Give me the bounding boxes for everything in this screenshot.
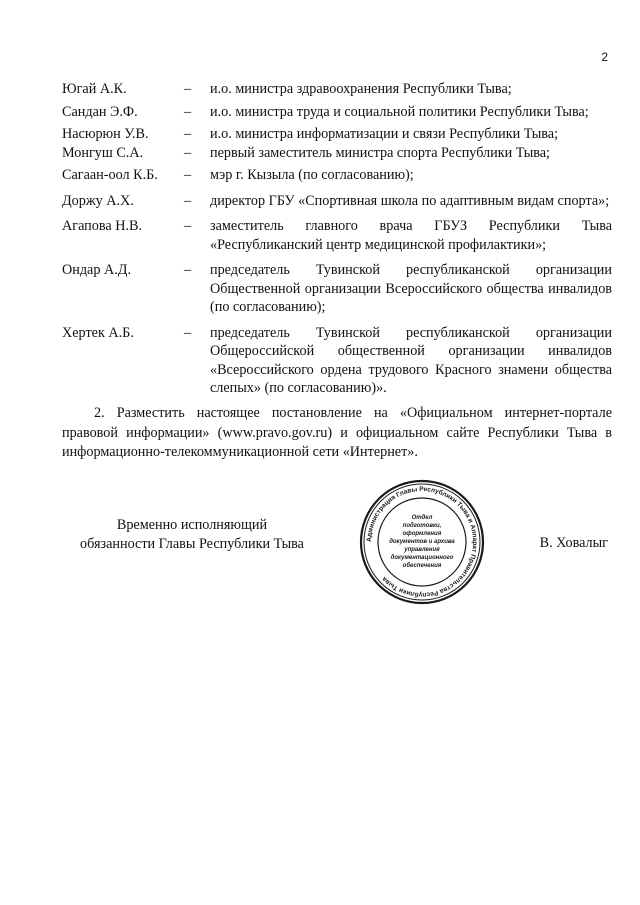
member-role: и.о. министра информатизации и связи Республики Тыва; (210, 126, 559, 142)
member-name: Доржу А.Х. (62, 192, 134, 209)
stamp-center-line: подготовки, (402, 523, 442, 529)
member-role: и.о. министра здравоохранения Республики Тыва; (210, 81, 512, 97)
stamp-center-line: документационного (390, 555, 454, 561)
member-role: директор ГБУ «Спортивная школа по адаптивным видам спорта»; (210, 192, 610, 209)
member-dash: – (184, 126, 192, 142)
member-row (62, 217, 612, 254)
member-dash: – (184, 262, 192, 278)
member-row (62, 192, 612, 211)
stamp-center-line: обеспечения (402, 563, 442, 569)
member-name: Ондар А.Д. (62, 262, 132, 278)
member-role: первый заместитель министра спорта Республики Тыва; (210, 144, 551, 161)
signer-title-line: Временно исполняющий (116, 517, 268, 533)
official-seal-stamp (358, 478, 486, 606)
member-dash: – (184, 324, 192, 341)
member-name: Сандан Э.Ф. (62, 103, 138, 120)
stamp-ring-text: Администрация Главы Республики Тыва и Аппарат Правительства Республики Тыва (365, 485, 479, 599)
signer-name: В. Ховалыг (539, 535, 608, 551)
stamp-center-line: оформления (402, 531, 442, 537)
stamp-center-line: документов и архива (389, 539, 455, 545)
signer-title-line: обязанности Главы Республики Тыва (80, 536, 304, 552)
member-role: председатель Тувинской республиканской организации Общероссийской общественной организации инвалидов «Всероссийского ордена трудового Красного знамени общества слепых» (по согласованию)». (210, 324, 612, 396)
member-role: мэр г. Кызыла (по согласованию); (210, 167, 414, 183)
member-row (62, 125, 612, 144)
member-name: Югай А.К. (62, 81, 127, 97)
member-dash: – (184, 218, 192, 234)
member-dash: – (184, 192, 192, 209)
member-name: Монгуш С.А. (62, 144, 144, 161)
member-name: Сагаан-оол К.Б. (62, 167, 158, 183)
commission-members-list (62, 80, 612, 398)
member-dash: – (184, 103, 192, 120)
member-row (62, 261, 612, 317)
member-role: председатель Тувинской республиканской организации Общественной организации Всероссийского общества инвалидов (по согласованию); (210, 262, 612, 315)
stamp-center-line: управления (404, 547, 440, 553)
member-dash: – (184, 167, 192, 183)
member-dash: – (184, 144, 192, 161)
stamp-center-line: Отдел (411, 515, 433, 521)
paragraph-publication: 2. Разместить настоящее постановление на «Официальном интернет-портале правовой информации» (www.pravo.gov.ru) и официальном сайте Республики Тыва в информационно-телекоммуникационной сети «Интернет». (62, 405, 612, 460)
member-row (62, 144, 612, 163)
member-row (62, 80, 612, 99)
member-role: и.о. министра труда и социальной политики Республики Тыва; (210, 103, 589, 120)
member-role: заместитель главного врача ГБУЗ Республики Тыва «Республиканский центр медицинской профилактики»; (210, 218, 612, 253)
member-dash: – (184, 81, 192, 97)
page-number: 2 (601, 50, 608, 64)
member-row (62, 324, 612, 398)
member-name: Насюрюн У.В. (62, 126, 149, 142)
member-name: Хертек А.Б. (62, 324, 134, 341)
member-row (62, 103, 612, 122)
member-row (62, 166, 612, 185)
member-name: Агапова Н.В. (62, 218, 143, 234)
signer-title (62, 516, 322, 554)
